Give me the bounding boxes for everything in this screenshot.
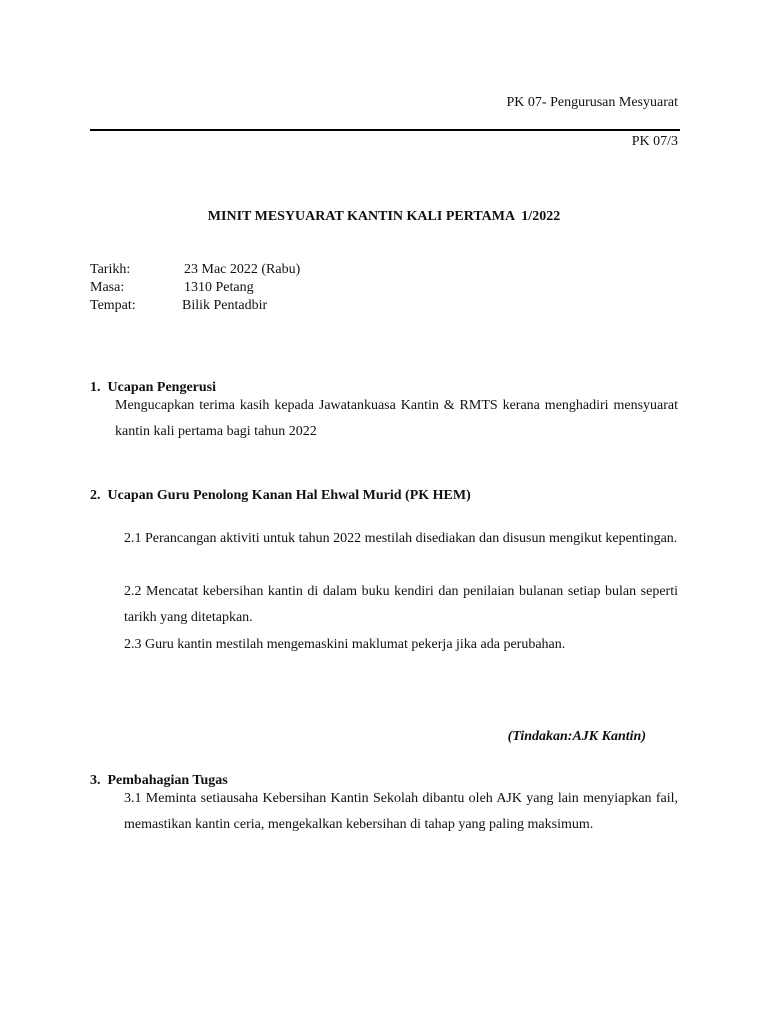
- place-label: Tempat:: [90, 298, 136, 313]
- document-title: MINIT MESYUARAT KANTIN KALI PERTAMA 1/2022: [207, 209, 561, 224]
- header-divider: [90, 129, 680, 131]
- form-code: PK 07/3: [631, 134, 678, 149]
- date-label: Tarikh:: [90, 262, 131, 277]
- date-value: 23 Mac 2022 (Rabu): [184, 262, 301, 277]
- section-1-body: Mengucapkan terima kasih kepada Jawatankuasa Kantin & RMTS kerana menghadiri mensyuarat kantin kali pertama bagi tahun 2022: [115, 398, 678, 439]
- action-note: (Tindakan:AJK Kantin): [507, 729, 646, 744]
- section-3-item-1: 3.1 Meminta setiausaha Kebersihan Kantin Sekolah dibantu oleh AJK yang lain menyiapkan fail, memastikan kantin ceria, mengekalkan kebersihan di tahap yang paling maksimum.: [124, 791, 678, 832]
- form-title: PK 07- Pengurusan Mesyuarat: [506, 95, 678, 110]
- place-value: Bilik Pentadbir: [182, 298, 268, 313]
- time-value: 1310 Petang: [184, 280, 254, 295]
- section-3-heading: 3. Pembahagian Tugas: [90, 773, 228, 788]
- section-2-item-1: 2.1 Perancangan aktiviti untuk tahun 2022 mestilah disediakan dan disusun mengikut kepentingan.: [124, 531, 678, 546]
- section-2-item-3: 2.3 Guru kantin mestilah mengemaskini maklumat pekerja jika ada perubahan.: [124, 637, 566, 652]
- section-1-heading: 1. Ucapan Pengerusi: [90, 380, 216, 395]
- section-2-heading: 2. Ucapan Guru Penolong Kanan Hal Ehwal Murid (PK HEM): [90, 488, 471, 503]
- time-label: Masa:: [90, 280, 125, 295]
- section-2-item-2: 2.2 Mencatat kebersihan kantin di dalam buku kendiri dan penilaian bulanan setiap bulan seperti tarikh yang ditetapkan.: [124, 584, 678, 625]
